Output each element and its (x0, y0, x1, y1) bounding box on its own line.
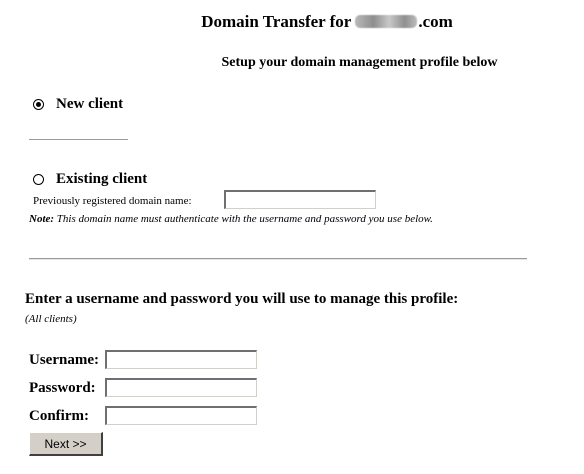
credentials-heading: Enter a username and password you will use to manage this profile: (25, 291, 459, 307)
domain-name-label: Previously registered domain name: (33, 195, 192, 207)
confirm-label: Confirm: (29, 408, 89, 424)
divider-short (29, 139, 128, 140)
existing-client-label: Existing client (56, 171, 148, 187)
existing-client-radio[interactable] (33, 174, 44, 185)
password-label: Password: (29, 380, 96, 396)
note-label: Note: (29, 213, 55, 225)
title-suffix: .com (418, 12, 453, 31)
existing-client-option[interactable] (33, 171, 147, 188)
new-client-radio[interactable] (33, 99, 44, 110)
divider-long (29, 258, 527, 260)
username-input[interactable] (105, 350, 257, 369)
new-client-label: New client (56, 96, 124, 112)
next-button[interactable]: Next >> (29, 432, 103, 456)
confirm-password-input[interactable] (105, 406, 257, 425)
title-prefix: Domain Transfer for (201, 12, 352, 31)
new-client-option[interactable] (33, 96, 123, 113)
note-text: This domain name must authenticate with the username and password you use below. (56, 213, 433, 225)
credentials-subheading: (All clients) (25, 313, 77, 325)
redacted-domain (355, 15, 417, 28)
domain-name-input[interactable] (224, 190, 376, 209)
password-input[interactable] (105, 378, 257, 397)
page-title (0, 12, 584, 32)
username-label: Username: (29, 352, 99, 368)
page-subtitle: Setup your domain management profile below (221, 55, 498, 70)
domain-note (29, 213, 433, 225)
